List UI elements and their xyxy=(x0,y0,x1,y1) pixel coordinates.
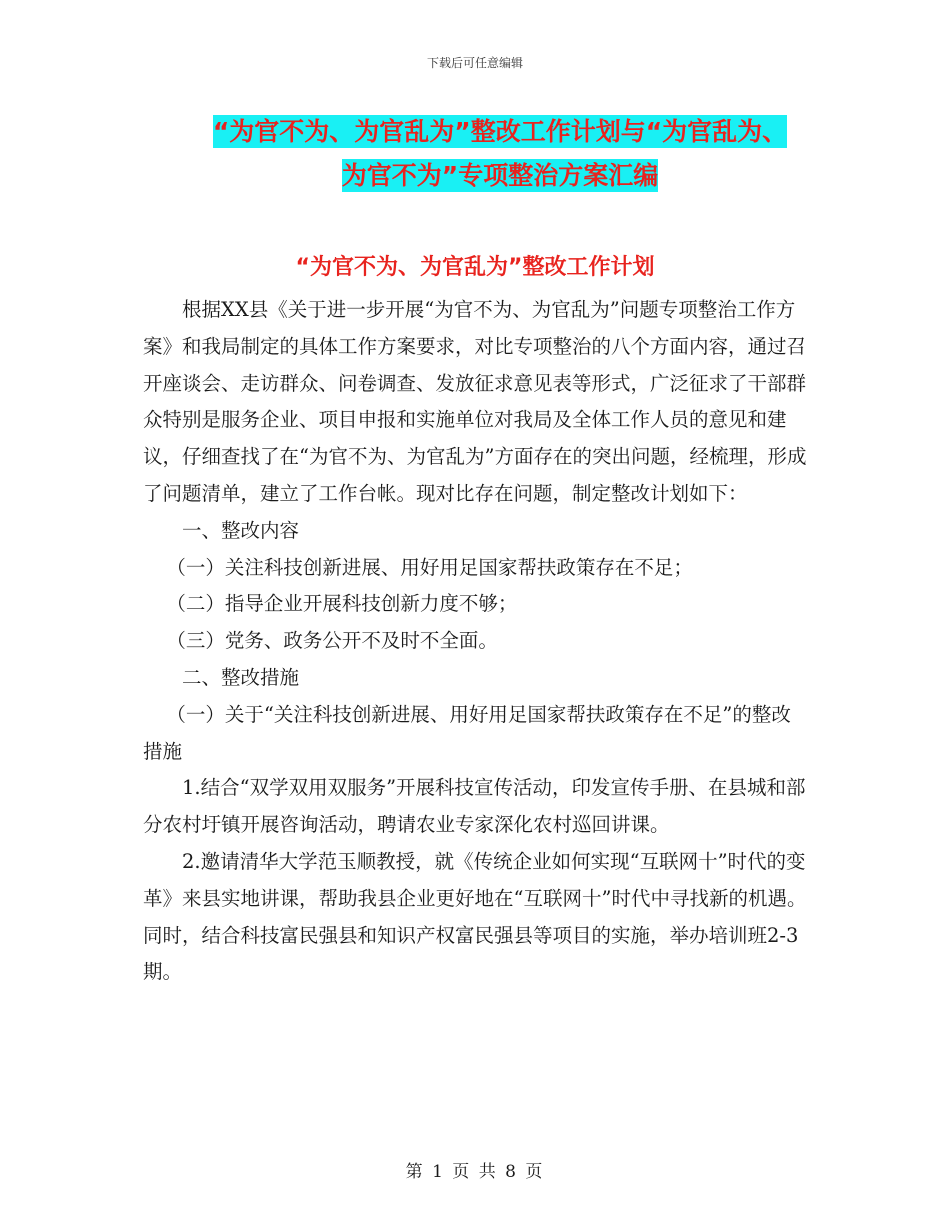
content-item-2: （二）指导企业开展科技创新力度不够； xyxy=(166,592,518,616)
main-title-line-2 xyxy=(140,156,860,192)
measure-item-1: 1.结合“双学双用双服务”开展科技宣传活动，印发宣传手册、在县城和部分农村圩镇开展咨询活动，聘请农业专家深化农村巡回讲课。 xyxy=(143,776,806,837)
measure-item-2: 2.邀请清华大学范玉顺教授，就《传统企业如何实现“互联网十”时代的变革》来县实地讲课，帮助我县企业更好地在“互联网十”时代中寻找新的机遇。同时，结合科技富民强县和知识产权富民强县等项目的实施，举办培训班2-3期。 xyxy=(143,849,807,984)
section-title: “为官不为、为官乱为”整改工作计划 xyxy=(295,255,655,280)
page-header-note: 下载后可任意编辑 xyxy=(426,56,523,70)
heading-rectification-measures: 二、整改措施 xyxy=(182,665,300,689)
measures-subheading-1: （一）关于“关注科技创新进展、用好用足国家帮扶政策存在不足”的整改措施 xyxy=(143,702,791,763)
content-item-3: （三）党务、政务公开不及时不全面。 xyxy=(166,629,498,653)
main-title-line-1 xyxy=(150,112,850,148)
intro-paragraph: 根据XX县《关于进一步开展“为官不为、为官乱为”问题专项整治工作方案》和我局制定的具体工作方案要求，对比专项整治的八个方面内容，通过召开座谈会、走访群众、问卷调查、发放征求意见表等形式，广泛征求了干部群众特别是服务企业、项目申报和实施单位对我局及全体工作人员的意见和建议，仔细查找了在“为官不为、为官乱为”方面存在的突出问题，经梳理，形成了问题清单，建立了工作台帐。现对比存在问题，制定整改计划如下： xyxy=(143,298,807,505)
main-title-line-2-text: 为官不为”专项整治方案汇编 xyxy=(341,161,659,190)
main-title-line-1-text: “为官不为、为官乱为”整改工作计划与“为官乱为、 xyxy=(212,117,788,146)
document-body xyxy=(143,292,809,991)
page-footer: 第 1 页 共 8 页 xyxy=(405,1162,545,1182)
content-item-1: （一）关注科技创新进展、用好用足国家帮扶政策存在不足； xyxy=(166,555,693,579)
heading-rectification-content: 一、整改内容 xyxy=(182,518,300,542)
